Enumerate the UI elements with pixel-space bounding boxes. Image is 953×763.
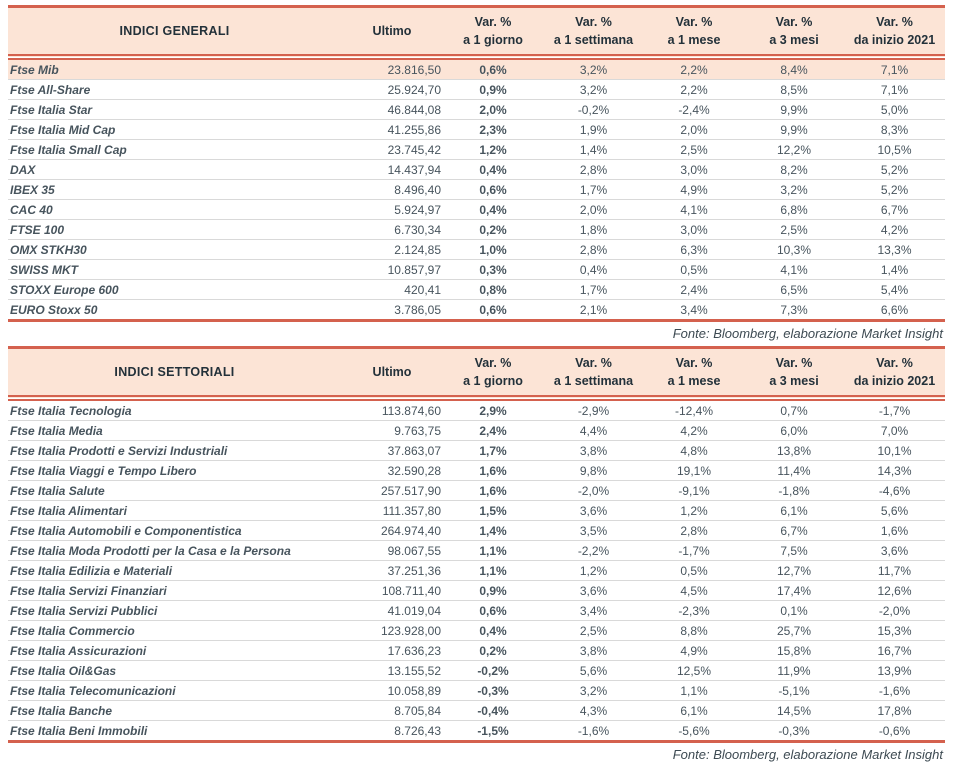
var-1giorno-value: 1,4% xyxy=(443,521,543,541)
ultimo-value: 32.590,28 xyxy=(341,461,443,481)
header-row xyxy=(8,348,945,399)
table-row xyxy=(8,120,945,140)
table-row xyxy=(8,300,945,321)
var-inizio2021-value: 15,3% xyxy=(844,621,945,641)
col-header-ultimo: Ultimo xyxy=(341,348,443,399)
var-3mesi-value: -0,3% xyxy=(744,721,844,742)
var-1giorno-value: -1,5% xyxy=(443,721,543,742)
index-name: Ftse Italia Beni Immobili xyxy=(8,721,341,742)
table-row xyxy=(8,621,945,641)
var-inizio2021-value: 4,2% xyxy=(844,220,945,240)
ultimo-value: 46.844,08 xyxy=(341,100,443,120)
var-1giorno-value: 0,8% xyxy=(443,280,543,300)
var-1giorno-value: 0,9% xyxy=(443,80,543,100)
ultimo-value: 123.928,00 xyxy=(341,621,443,641)
var-inizio2021-value: 7,0% xyxy=(844,421,945,441)
source-note-generali: Fonte: Bloomberg, elaborazione Market Insight xyxy=(672,326,943,341)
var-1giorno-value: 2,9% xyxy=(443,398,543,421)
col-header-var-1mese xyxy=(644,7,744,58)
col-header-line1: Var. % xyxy=(474,14,512,29)
ultimo-value: 108.711,40 xyxy=(341,581,443,601)
var-inizio2021-value: 5,6% xyxy=(844,501,945,521)
var-3mesi-value: 11,9% xyxy=(744,661,844,681)
var-1settimana-value: 1,7% xyxy=(543,280,644,300)
var-1settimana-value: 9,8% xyxy=(543,461,644,481)
col-header-line2: a 1 giorno xyxy=(463,33,523,47)
index-name: Ftse Italia Moda Prodotti per la Casa e la Persona xyxy=(8,541,341,561)
var-3mesi-value: 9,9% xyxy=(744,120,844,140)
table-title-generali: INDICI GENERALI xyxy=(8,7,341,58)
ultimo-value: 10.857,97 xyxy=(341,260,443,280)
index-name: DAX xyxy=(8,160,341,180)
var-1giorno-value: 1,5% xyxy=(443,501,543,521)
var-inizio2021-value: 13,9% xyxy=(844,661,945,681)
index-name: Ftse Italia Assicurazioni xyxy=(8,641,341,661)
index-name: Ftse Mib xyxy=(8,57,341,80)
var-3mesi-value: 0,1% xyxy=(744,601,844,621)
col-header-var-1settimana xyxy=(543,348,644,399)
table-row xyxy=(8,398,945,421)
ultimo-value: 8.726,43 xyxy=(341,721,443,742)
var-3mesi-value: 15,8% xyxy=(744,641,844,661)
ultimo-value: 23.745,42 xyxy=(341,140,443,160)
var-3mesi-value: 7,3% xyxy=(744,300,844,321)
table-row xyxy=(8,240,945,260)
var-inizio2021-value: 5,0% xyxy=(844,100,945,120)
table-row xyxy=(8,541,945,561)
var-1settimana-value: -2,2% xyxy=(543,541,644,561)
var-3mesi-value: 14,5% xyxy=(744,701,844,721)
index-name: Ftse Italia Commercio xyxy=(8,621,341,641)
table-row xyxy=(8,421,945,441)
var-3mesi-value: 8,2% xyxy=(744,160,844,180)
ultimo-value: 98.067,55 xyxy=(341,541,443,561)
var-1giorno-value: 1,1% xyxy=(443,561,543,581)
col-header-var-1settimana xyxy=(543,7,644,58)
var-inizio2021-value: 10,1% xyxy=(844,441,945,461)
var-inizio2021-value: 14,3% xyxy=(844,461,945,481)
var-1mese-value: -9,1% xyxy=(644,481,744,501)
table-row xyxy=(8,661,945,681)
indici-settoriali-table xyxy=(8,346,945,743)
ultimo-value: 13.155,52 xyxy=(341,661,443,681)
var-1giorno-value: 0,6% xyxy=(443,57,543,80)
var-1settimana-value: 5,6% xyxy=(543,661,644,681)
var-1giorno-value: -0,3% xyxy=(443,681,543,701)
index-name: Ftse Italia Media xyxy=(8,421,341,441)
col-header-line2: a 1 settimana xyxy=(553,33,634,47)
table-row xyxy=(8,701,945,721)
var-1settimana-value: 2,1% xyxy=(543,300,644,321)
var-inizio2021-value: 6,6% xyxy=(844,300,945,321)
var-1settimana-value: 1,9% xyxy=(543,120,644,140)
var-1mese-value: 2,5% xyxy=(644,140,744,160)
table-row xyxy=(8,441,945,461)
var-1giorno-value: 0,4% xyxy=(443,160,543,180)
var-3mesi-value: 7,5% xyxy=(744,541,844,561)
index-name: Ftse Italia Viaggi e Tempo Libero xyxy=(8,461,341,481)
var-1giorno-value: 2,0% xyxy=(443,100,543,120)
var-inizio2021-value: 5,4% xyxy=(844,280,945,300)
var-1mese-value: 0,5% xyxy=(644,260,744,280)
ultimo-value: 41.019,04 xyxy=(341,601,443,621)
var-1mese-value: 4,5% xyxy=(644,581,744,601)
var-1mese-value: 1,1% xyxy=(644,681,744,701)
var-1giorno-value: 1,7% xyxy=(443,441,543,461)
table-row xyxy=(8,581,945,601)
ultimo-value: 5.924,97 xyxy=(341,200,443,220)
var-1giorno-value: 2,4% xyxy=(443,421,543,441)
table-row xyxy=(8,461,945,481)
var-1mese-value: 3,0% xyxy=(644,160,744,180)
var-1mese-value: -1,7% xyxy=(644,541,744,561)
ultimo-value: 8.705,84 xyxy=(341,701,443,721)
var-3mesi-value: 6,1% xyxy=(744,501,844,521)
ultimo-value: 8.496,40 xyxy=(341,180,443,200)
var-3mesi-value: 6,0% xyxy=(744,421,844,441)
table-row xyxy=(8,57,945,80)
var-inizio2021-value: -0,6% xyxy=(844,721,945,742)
var-inizio2021-value: 5,2% xyxy=(844,180,945,200)
index-name: Ftse Italia Telecomunicazioni xyxy=(8,681,341,701)
var-3mesi-value: 6,5% xyxy=(744,280,844,300)
index-name: Ftse Italia Tecnologia xyxy=(8,398,341,421)
var-3mesi-value: -5,1% xyxy=(744,681,844,701)
var-3mesi-value: 9,9% xyxy=(744,100,844,120)
settoriali-header xyxy=(8,348,945,399)
var-1giorno-value: 0,6% xyxy=(443,180,543,200)
var-1giorno-value: 0,6% xyxy=(443,300,543,321)
var-3mesi-value: 3,2% xyxy=(744,180,844,200)
var-3mesi-value: 8,4% xyxy=(744,57,844,80)
table-row xyxy=(8,521,945,541)
ultimo-value: 9.763,75 xyxy=(341,421,443,441)
var-inizio2021-value: 7,1% xyxy=(844,57,945,80)
var-1settimana-value: 3,6% xyxy=(543,501,644,521)
var-1settimana-value: 3,8% xyxy=(543,441,644,461)
var-1giorno-value: 2,3% xyxy=(443,120,543,140)
col-header-line2: a 1 mese xyxy=(667,374,721,388)
var-1giorno-value: 0,6% xyxy=(443,601,543,621)
col-header-line1: Var. % xyxy=(474,355,512,370)
var-1mese-value: 12,5% xyxy=(644,661,744,681)
var-1settimana-value: 3,2% xyxy=(543,681,644,701)
var-1settimana-value: 2,5% xyxy=(543,621,644,641)
col-header-line1: Var. % xyxy=(775,14,813,29)
header-row xyxy=(8,7,945,58)
var-1settimana-value: 3,2% xyxy=(543,57,644,80)
var-1mese-value: 4,9% xyxy=(644,641,744,661)
ultimo-value: 113.874,60 xyxy=(341,398,443,421)
var-1mese-value: 4,8% xyxy=(644,441,744,461)
var-1giorno-value: 1,6% xyxy=(443,461,543,481)
ultimo-value: 14.437,94 xyxy=(341,160,443,180)
ultimo-value: 3.786,05 xyxy=(341,300,443,321)
col-header-ultimo: Ultimo xyxy=(341,7,443,58)
source-note-settoriali: Fonte: Bloomberg, elaborazione Market Insight xyxy=(672,747,943,762)
col-header-var-inizio2021 xyxy=(844,7,945,58)
var-1settimana-value: 3,6% xyxy=(543,581,644,601)
var-inizio2021-value: 1,6% xyxy=(844,521,945,541)
col-header-var-1giorno xyxy=(443,348,543,399)
var-inizio2021-value: 5,2% xyxy=(844,160,945,180)
col-header-line2: da inizio 2021 xyxy=(853,33,936,47)
var-3mesi-value: 4,1% xyxy=(744,260,844,280)
var-1giorno-value: 1,6% xyxy=(443,481,543,501)
var-1mese-value: 2,8% xyxy=(644,521,744,541)
var-inizio2021-value: 16,7% xyxy=(844,641,945,661)
var-1giorno-value: 0,9% xyxy=(443,581,543,601)
index-name: EURO Stoxx 50 xyxy=(8,300,341,321)
var-1mese-value: -5,6% xyxy=(644,721,744,742)
var-1mese-value: -2,4% xyxy=(644,100,744,120)
index-name: CAC 40 xyxy=(8,200,341,220)
col-header-line2: a 1 mese xyxy=(667,33,721,47)
var-1settimana-value: 1,7% xyxy=(543,180,644,200)
var-1giorno-value: 1,2% xyxy=(443,140,543,160)
ultimo-value: 37.863,07 xyxy=(341,441,443,461)
var-inizio2021-value: -2,0% xyxy=(844,601,945,621)
index-name: Ftse Italia Alimentari xyxy=(8,501,341,521)
col-header-line1: Var. % xyxy=(876,355,913,370)
table-row xyxy=(8,180,945,200)
var-1giorno-value: -0,4% xyxy=(443,701,543,721)
index-name: FTSE 100 xyxy=(8,220,341,240)
table-title-settoriali: INDICI SETTORIALI xyxy=(8,348,341,399)
col-header-var-inizio2021 xyxy=(844,348,945,399)
ultimo-value: 37.251,36 xyxy=(341,561,443,581)
var-1settimana-value: 2,0% xyxy=(543,200,644,220)
col-header-line1: Var. % xyxy=(575,355,612,370)
table-row xyxy=(8,80,945,100)
index-name: Ftse Italia Edilizia e Materiali xyxy=(8,561,341,581)
var-inizio2021-value: 13,3% xyxy=(844,240,945,260)
generali-header xyxy=(8,7,945,58)
generali-body xyxy=(8,57,945,321)
col-header-var-1mese xyxy=(644,348,744,399)
col-header-line2: da inizio 2021 xyxy=(853,374,936,388)
var-1mese-value: 2,0% xyxy=(644,120,744,140)
var-3mesi-value: 13,8% xyxy=(744,441,844,461)
var-1settimana-value: 1,2% xyxy=(543,561,644,581)
col-header-line1: Var. % xyxy=(575,14,612,29)
var-1settimana-value: 2,8% xyxy=(543,240,644,260)
col-header-var-3mesi xyxy=(744,7,844,58)
var-3mesi-value: 11,4% xyxy=(744,461,844,481)
index-name: STOXX Europe 600 xyxy=(8,280,341,300)
var-1settimana-value: 3,5% xyxy=(543,521,644,541)
col-header-line2: a 3 mesi xyxy=(769,374,819,388)
table-row xyxy=(8,721,945,742)
var-1settimana-value: -2,0% xyxy=(543,481,644,501)
settoriali-body xyxy=(8,398,945,742)
ultimo-value: 23.816,50 xyxy=(341,57,443,80)
ultimo-value: 41.255,86 xyxy=(341,120,443,140)
var-3mesi-value: -1,8% xyxy=(744,481,844,501)
var-1mese-value: 2,4% xyxy=(644,280,744,300)
var-1mese-value: 4,2% xyxy=(644,421,744,441)
var-inizio2021-value: -4,6% xyxy=(844,481,945,501)
var-inizio2021-value: 8,3% xyxy=(844,120,945,140)
index-name: Ftse Italia Mid Cap xyxy=(8,120,341,140)
var-1mese-value: 0,5% xyxy=(644,561,744,581)
col-header-line1: Var. % xyxy=(876,14,913,29)
var-inizio2021-value: 7,1% xyxy=(844,80,945,100)
var-1mese-value: 1,2% xyxy=(644,501,744,521)
ultimo-value: 17.636,23 xyxy=(341,641,443,661)
table-row xyxy=(8,681,945,701)
var-inizio2021-value: 1,4% xyxy=(844,260,945,280)
ultimo-value: 420,41 xyxy=(341,280,443,300)
var-1giorno-value: 1,0% xyxy=(443,240,543,260)
var-1mese-value: 6,1% xyxy=(644,701,744,721)
ultimo-value: 111.357,80 xyxy=(341,501,443,521)
var-1mese-value: 2,2% xyxy=(644,57,744,80)
var-inizio2021-value: 17,8% xyxy=(844,701,945,721)
col-header-line2: a 1 settimana xyxy=(553,374,634,388)
table-row xyxy=(8,200,945,220)
var-3mesi-value: 25,7% xyxy=(744,621,844,641)
var-1settimana-value: 3,8% xyxy=(543,641,644,661)
index-name: Ftse Italia Oil&Gas xyxy=(8,661,341,681)
var-inizio2021-value: 11,7% xyxy=(844,561,945,581)
var-1mese-value: -2,3% xyxy=(644,601,744,621)
table-row xyxy=(8,100,945,120)
var-1settimana-value: 4,4% xyxy=(543,421,644,441)
col-header-var-1giorno xyxy=(443,7,543,58)
var-1mese-value: 4,1% xyxy=(644,200,744,220)
table-row xyxy=(8,641,945,661)
var-3mesi-value: 12,2% xyxy=(744,140,844,160)
index-name: Ftse Italia Prodotti e Servizi Industriali xyxy=(8,441,341,461)
index-name: Ftse Italia Automobili e Componentistica xyxy=(8,521,341,541)
index-name: Ftse Italia Small Cap xyxy=(8,140,341,160)
table-row xyxy=(8,160,945,180)
index-name: IBEX 35 xyxy=(8,180,341,200)
var-3mesi-value: 0,7% xyxy=(744,398,844,421)
var-1settimana-value: 4,3% xyxy=(543,701,644,721)
var-1settimana-value: 3,4% xyxy=(543,601,644,621)
ultimo-value: 257.517,90 xyxy=(341,481,443,501)
var-1settimana-value: 3,2% xyxy=(543,80,644,100)
index-name: Ftse All-Share xyxy=(8,80,341,100)
var-1mese-value: -12,4% xyxy=(644,398,744,421)
var-inizio2021-value: 3,6% xyxy=(844,541,945,561)
col-header-line1: Var. % xyxy=(675,14,713,29)
var-1mese-value: 8,8% xyxy=(644,621,744,641)
col-header-var-3mesi xyxy=(744,348,844,399)
var-1mese-value: 19,1% xyxy=(644,461,744,481)
index-name: Ftse Italia Salute xyxy=(8,481,341,501)
table-row xyxy=(8,561,945,581)
var-1giorno-value: 0,3% xyxy=(443,260,543,280)
var-1giorno-value: 0,4% xyxy=(443,200,543,220)
table-row xyxy=(8,481,945,501)
ultimo-value: 25.924,70 xyxy=(341,80,443,100)
var-3mesi-value: 6,7% xyxy=(744,521,844,541)
var-1settimana-value: -0,2% xyxy=(543,100,644,120)
index-name: Ftse Italia Servizi Finanziari xyxy=(8,581,341,601)
var-1settimana-value: 1,4% xyxy=(543,140,644,160)
var-1settimana-value: 2,8% xyxy=(543,160,644,180)
index-name: OMX STKH30 xyxy=(8,240,341,260)
ultimo-value: 2.124,85 xyxy=(341,240,443,260)
var-1mese-value: 6,3% xyxy=(644,240,744,260)
var-inizio2021-value: 10,5% xyxy=(844,140,945,160)
col-header-line2: a 3 mesi xyxy=(769,33,819,47)
var-1giorno-value: 0,2% xyxy=(443,220,543,240)
var-1settimana-value: 0,4% xyxy=(543,260,644,280)
col-header-line1: Var. % xyxy=(675,355,713,370)
var-3mesi-value: 2,5% xyxy=(744,220,844,240)
var-1giorno-value: 0,2% xyxy=(443,641,543,661)
table-row xyxy=(8,501,945,521)
table-row xyxy=(8,140,945,160)
var-1settimana-value: 1,8% xyxy=(543,220,644,240)
var-inizio2021-value: 12,6% xyxy=(844,581,945,601)
index-name: Ftse Italia Star xyxy=(8,100,341,120)
table-row xyxy=(8,601,945,621)
index-name: Ftse Italia Banche xyxy=(8,701,341,721)
var-1mese-value: 4,9% xyxy=(644,180,744,200)
var-inizio2021-value: -1,6% xyxy=(844,681,945,701)
var-1mese-value: 3,0% xyxy=(644,220,744,240)
col-header-line1: Var. % xyxy=(775,355,813,370)
var-1settimana-value: -1,6% xyxy=(543,721,644,742)
col-header-line2: a 1 giorno xyxy=(463,374,523,388)
ultimo-value: 10.058,89 xyxy=(341,681,443,701)
var-1mese-value: 3,4% xyxy=(644,300,744,321)
var-1mese-value: 2,2% xyxy=(644,80,744,100)
table-row xyxy=(8,220,945,240)
index-name: Ftse Italia Servizi Pubblici xyxy=(8,601,341,621)
var-1giorno-value: 1,1% xyxy=(443,541,543,561)
var-3mesi-value: 8,5% xyxy=(744,80,844,100)
ultimo-value: 264.974,40 xyxy=(341,521,443,541)
indici-generali-table xyxy=(8,5,945,322)
var-3mesi-value: 6,8% xyxy=(744,200,844,220)
table-row xyxy=(8,260,945,280)
var-1giorno-value: 0,4% xyxy=(443,621,543,641)
var-3mesi-value: 12,7% xyxy=(744,561,844,581)
var-3mesi-value: 10,3% xyxy=(744,240,844,260)
var-1giorno-value: -0,2% xyxy=(443,661,543,681)
ultimo-value: 6.730,34 xyxy=(341,220,443,240)
var-1settimana-value: -2,9% xyxy=(543,398,644,421)
index-name: SWISS MKT xyxy=(8,260,341,280)
var-inizio2021-value: -1,7% xyxy=(844,398,945,421)
var-3mesi-value: 17,4% xyxy=(744,581,844,601)
table-row xyxy=(8,280,945,300)
var-inizio2021-value: 6,7% xyxy=(844,200,945,220)
